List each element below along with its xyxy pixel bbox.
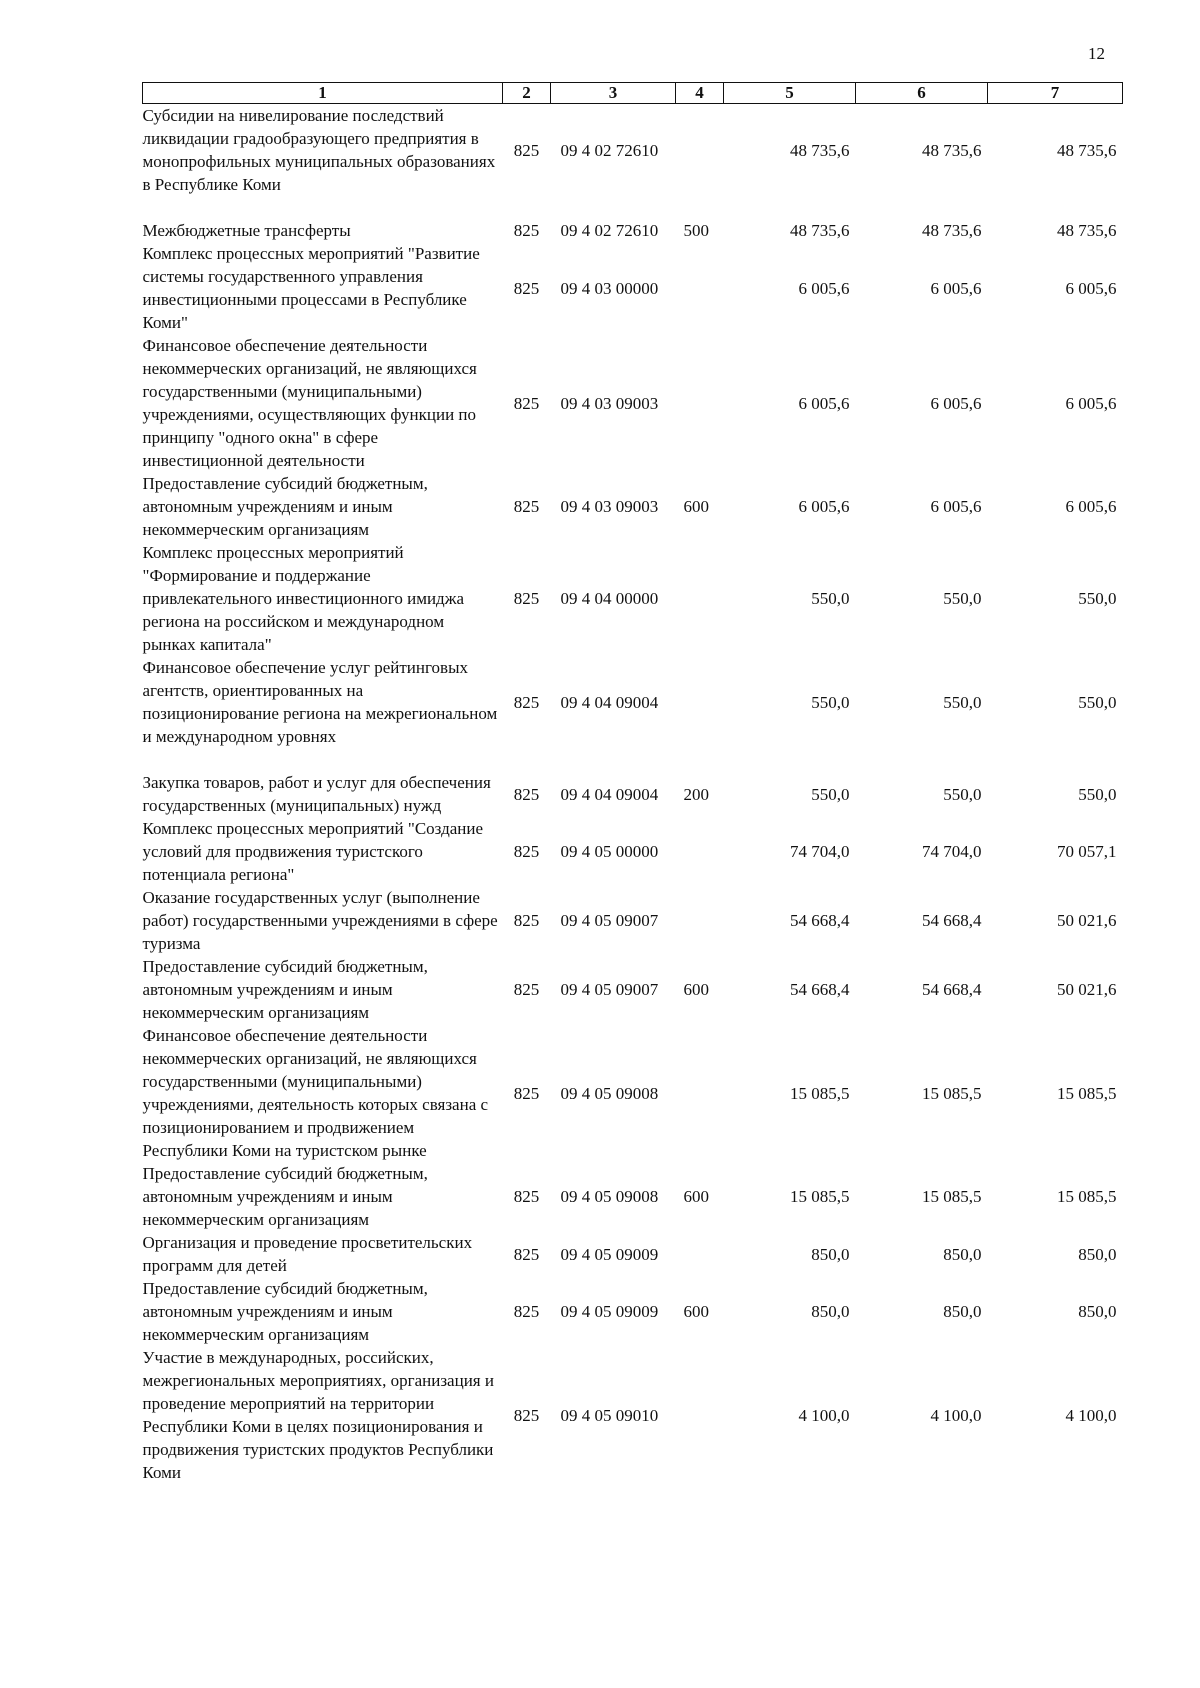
- row-amount-3: 6 005,6: [1065, 393, 1117, 413]
- row-amount-3: 550,0: [1078, 692, 1117, 712]
- table-row: [143, 472, 1123, 541]
- table-row: [143, 104, 1123, 220]
- row-amount-3: 48 735,6: [1057, 221, 1117, 240]
- row-amount-3: 50 021,6: [1057, 980, 1117, 999]
- row-target-code: 09 4 03 09003: [560, 393, 659, 413]
- row-amount-1: 48 735,6: [790, 140, 850, 160]
- row-amount-3: 6 005,6: [1065, 497, 1117, 516]
- row-amount-3: 70 057,1: [1057, 842, 1117, 861]
- row-amount-1: 54 668,4: [790, 980, 850, 999]
- row-target-code: 09 4 04 09004: [560, 784, 659, 804]
- row-target-code: 09 4 05 09007: [560, 911, 659, 930]
- row-admin-code: 825: [513, 393, 540, 413]
- row-name: Участие в международных, российских, межрегиональных мероприятиях, организация и проведение мероприятий на территории Республики Коми в целях позиционирования и продвижения туристских продуктов Республики Коми: [142, 1348, 494, 1482]
- row-name: Предоставление субсидий бюджетным, автономным учреждениям и иным некоммерческим организациям: [142, 957, 428, 1022]
- row-target-code: 09 4 05 09008: [560, 1083, 659, 1103]
- column-header-5: 5: [724, 83, 856, 104]
- row-amount-2: 850,0: [943, 1302, 982, 1321]
- row-expense-type: [676, 541, 724, 656]
- row-target-code: 09 4 03 09003: [560, 497, 659, 516]
- header-row: [143, 83, 1123, 104]
- row-amount-1: 4 100,0: [798, 1405, 850, 1425]
- row-target-code: 09 4 05 09010: [560, 1405, 659, 1425]
- table-row: [143, 541, 1123, 656]
- table-row: [143, 771, 1123, 817]
- row-admin-code: 825: [513, 784, 540, 804]
- column-header-1: 1: [143, 83, 503, 104]
- row-admin-code: 825: [513, 140, 540, 160]
- row-amount-1: 48 735,6: [790, 221, 850, 240]
- row-name: Предоставление субсидий бюджетным, автономным учреждениям и иным некоммерческим организациям: [142, 1279, 428, 1344]
- row-target-code: 09 4 04 09004: [560, 692, 659, 712]
- row-expense-type: 600: [683, 1302, 709, 1321]
- row-target-code: 09 4 04 00000: [560, 589, 659, 608]
- table-row: [143, 656, 1123, 771]
- row-amount-1: 550,0: [811, 589, 850, 608]
- row-amount-3: 550,0: [1078, 784, 1117, 804]
- row-amount-2: 15 085,5: [922, 1083, 982, 1103]
- row-amount-3: 15 085,5: [1057, 1187, 1117, 1206]
- row-admin-code: 825: [513, 842, 540, 861]
- row-admin-code: 825: [513, 221, 540, 240]
- row-admin-code: 825: [513, 1405, 540, 1425]
- row-amount-2: 54 668,4: [922, 911, 982, 930]
- row-name: Комплекс процессных мероприятий "Создание условий для продвижения туристского потенциала региона": [142, 819, 484, 884]
- row-amount-2: 850,0: [943, 1244, 982, 1264]
- row-amount-2: 6 005,6: [930, 497, 982, 516]
- row-amount-1: 550,0: [811, 692, 850, 712]
- row-target-code: 09 4 02 72610: [560, 221, 659, 240]
- row-expense-type: [676, 1346, 724, 1484]
- row-expense-type: [676, 1231, 724, 1277]
- row-amount-3: 15 085,5: [1057, 1083, 1117, 1103]
- table-row: [143, 242, 1123, 334]
- page-number: 12: [1088, 44, 1105, 63]
- table-row: [143, 219, 1123, 242]
- row-name: Комплекс процессных мероприятий "Формирование и поддержание привлекательного инвестиционного имиджа региона на российском и международном рынках капитала": [142, 543, 464, 654]
- row-admin-code: 825: [513, 980, 540, 999]
- row-amount-3: 4 100,0: [1065, 1405, 1117, 1425]
- row-amount-1: 74 704,0: [790, 842, 850, 861]
- row-expense-type: 600: [683, 980, 709, 999]
- row-admin-code: 825: [513, 1083, 540, 1103]
- table-row: [143, 1346, 1123, 1484]
- budget-table: [142, 82, 1123, 1484]
- row-target-code: 09 4 05 00000: [560, 842, 659, 861]
- row-target-code: 09 4 02 72610: [560, 140, 659, 160]
- row-name: Организация и проведение просветительских программ для детей: [142, 1233, 473, 1275]
- row-expense-type: 200: [683, 784, 709, 804]
- row-amount-1: 15 085,5: [790, 1083, 850, 1103]
- row-target-code: 09 4 05 09008: [560, 1187, 659, 1206]
- row-name: Межбюджетные трансферты: [142, 221, 351, 240]
- column-header-6: 6: [856, 83, 988, 104]
- row-amount-2: 15 085,5: [922, 1187, 982, 1206]
- table-row: [143, 955, 1123, 1024]
- row-expense-type: [676, 886, 724, 955]
- row-amount-1: 550,0: [811, 784, 850, 804]
- row-amount-1: 15 085,5: [790, 1187, 850, 1206]
- row-amount-2: 48 735,6: [922, 221, 982, 240]
- row-amount-1: 850,0: [811, 1302, 850, 1321]
- row-admin-code: 825: [513, 1302, 540, 1321]
- row-amount-3: 48 735,6: [1057, 140, 1117, 160]
- row-amount-2: 550,0: [943, 692, 982, 712]
- table-row: [143, 1024, 1123, 1162]
- row-admin-code: 825: [513, 692, 540, 712]
- column-header-3: 3: [551, 83, 676, 104]
- row-name: Оказание государственных услуг (выполнение работ) государственными учреждениями в сфере туризма: [142, 888, 498, 953]
- row-expense-type: [676, 1024, 724, 1162]
- row-admin-code: 825: [513, 1244, 540, 1264]
- row-amount-2: 6 005,6: [930, 278, 982, 298]
- row-admin-code: 825: [513, 589, 540, 608]
- row-expense-type: 600: [683, 1187, 709, 1206]
- row-expense-type: [676, 242, 724, 334]
- table-row: [143, 1277, 1123, 1346]
- row-name: Субсидии на нивелирование последствий ликвидации градообразующего предприятия в монопрофильных муниципальных образованиях в Республике Коми: [142, 106, 496, 194]
- row-expense-type: [676, 104, 724, 220]
- row-admin-code: 825: [513, 278, 540, 298]
- row-amount-3: 850,0: [1078, 1302, 1117, 1321]
- row-amount-3: 50 021,6: [1057, 911, 1117, 930]
- row-target-code: 09 4 05 09007: [560, 980, 659, 999]
- table-body: [143, 104, 1123, 1485]
- row-amount-3: 850,0: [1078, 1244, 1117, 1264]
- column-header-2: 2: [503, 83, 551, 104]
- row-expense-type: [676, 656, 724, 771]
- row-amount-2: 550,0: [943, 784, 982, 804]
- row-amount-2: 48 735,6: [922, 140, 982, 160]
- table-row: [143, 817, 1123, 886]
- row-amount-2: 6 005,6: [930, 393, 982, 413]
- row-name: Предоставление субсидий бюджетным, автономным учреждениям и иным некоммерческим организациям: [142, 1164, 428, 1229]
- row-name: Комплекс процессных мероприятий "Развитие системы государственного управления инвестиционными процессами в Республике Коми": [142, 244, 480, 332]
- row-amount-3: 6 005,6: [1065, 278, 1117, 298]
- row-amount-1: 54 668,4: [790, 911, 850, 930]
- table-row: [143, 1162, 1123, 1231]
- row-expense-type: [676, 334, 724, 472]
- row-name: Финансовое обеспечение деятельности некоммерческих организаций, не являющихся государственными (муниципальными) учреждениями, осуществляющих функции по принципу "одного окна" в сфере инвестиционной деятельности: [142, 336, 477, 470]
- row-amount-3: 550,0: [1078, 589, 1117, 608]
- table-row: [143, 1231, 1123, 1277]
- row-admin-code: 825: [513, 1187, 540, 1206]
- row-amount-2: 74 704,0: [922, 842, 982, 861]
- row-amount-1: 6 005,6: [798, 393, 850, 413]
- row-name: Предоставление субсидий бюджетным, автономным учреждениям и иным некоммерческим организациям: [142, 474, 428, 539]
- row-target-code: 09 4 05 09009: [560, 1302, 659, 1321]
- row-admin-code: 825: [513, 911, 540, 930]
- row-expense-type: 600: [683, 497, 709, 516]
- row-amount-1: 850,0: [811, 1244, 850, 1264]
- row-amount-2: 550,0: [943, 589, 982, 608]
- row-amount-2: 54 668,4: [922, 980, 982, 999]
- row-expense-type: 500: [683, 221, 709, 240]
- row-target-code: 09 4 05 09009: [560, 1244, 659, 1264]
- table-row: [143, 886, 1123, 955]
- table-row: [143, 334, 1123, 472]
- column-header-4: 4: [676, 83, 724, 104]
- row-expense-type: [676, 817, 724, 886]
- row-amount-2: 4 100,0: [930, 1405, 982, 1425]
- row-target-code: 09 4 03 00000: [560, 278, 659, 298]
- row-name: Закупка товаров, работ и услуг для обеспечения государственных (муниципальных) нужд: [142, 773, 491, 815]
- row-admin-code: 825: [513, 497, 540, 516]
- row-amount-1: 6 005,6: [798, 497, 850, 516]
- column-header-7: 7: [988, 83, 1123, 104]
- row-name: Финансовое обеспечение услуг рейтинговых агентств, ориентированных на позиционирование региона на межрегиональном и международном уровнях: [142, 658, 498, 746]
- row-name: Финансовое обеспечение деятельности некоммерческих организаций, не являющихся государственными (муниципальными) учреждениями, деятельность которых связана с позиционированием и продвижением Республики Коми на туристском рынке: [142, 1026, 489, 1160]
- row-amount-1: 6 005,6: [798, 278, 850, 298]
